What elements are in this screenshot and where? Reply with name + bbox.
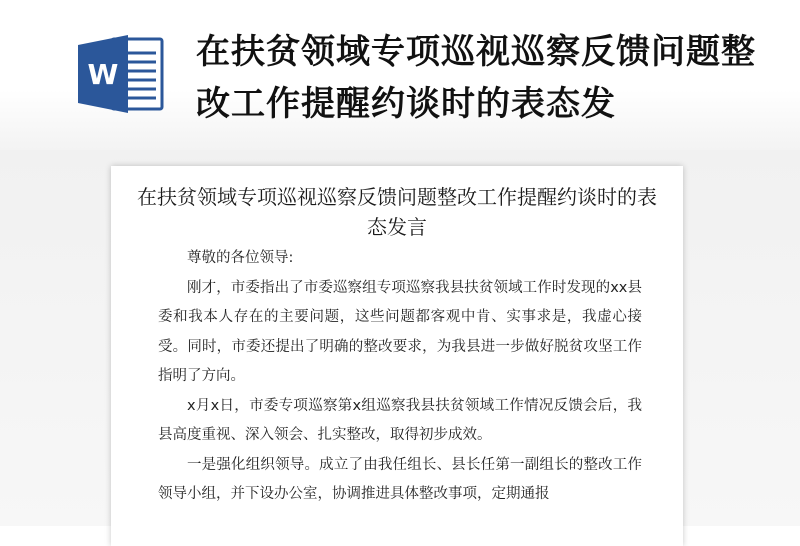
document-paragraph: x月x日，市委专项巡察第x组巡察我县扶贫领域工作情况反馈会后，我县高度重视、深入领会、扎实整改，取得初步成效。: [158, 397, 642, 443]
document-paragraph: 刚才，市委指出了市委巡察组专项巡察我县扶贫领域工作时发现的xx县委和我本人存在的主要问题，这些问题都客观中肯、实事求是，我虚心接受。同时，市委还提出了明确的整改要求，为我县进一步做好脱贫攻坚工作指明了方向。: [158, 279, 642, 384]
word-document-icon: [76, 33, 164, 115]
document-body: [158, 244, 642, 510]
document-title: 在扶贫领域专项巡视巡察反馈问题整改工作提醒约谈时的表态发言: [137, 185, 657, 239]
page-title: 在扶贫领域专项巡视巡察反馈问题整改工作提醒约谈时的表态发: [196, 32, 756, 124]
document-preview-page: [111, 166, 683, 546]
document-paragraph-salutation: 尊敬的各位领导:: [187, 250, 294, 266]
svg-text:W: W: [87, 58, 119, 91]
document-paragraph: 一是强化组织领导。成立了由我任组长、县长任第一副组长的整改工作领导小组，并下设办公室，协调推进具体整改事项，定期通报: [158, 456, 642, 502]
